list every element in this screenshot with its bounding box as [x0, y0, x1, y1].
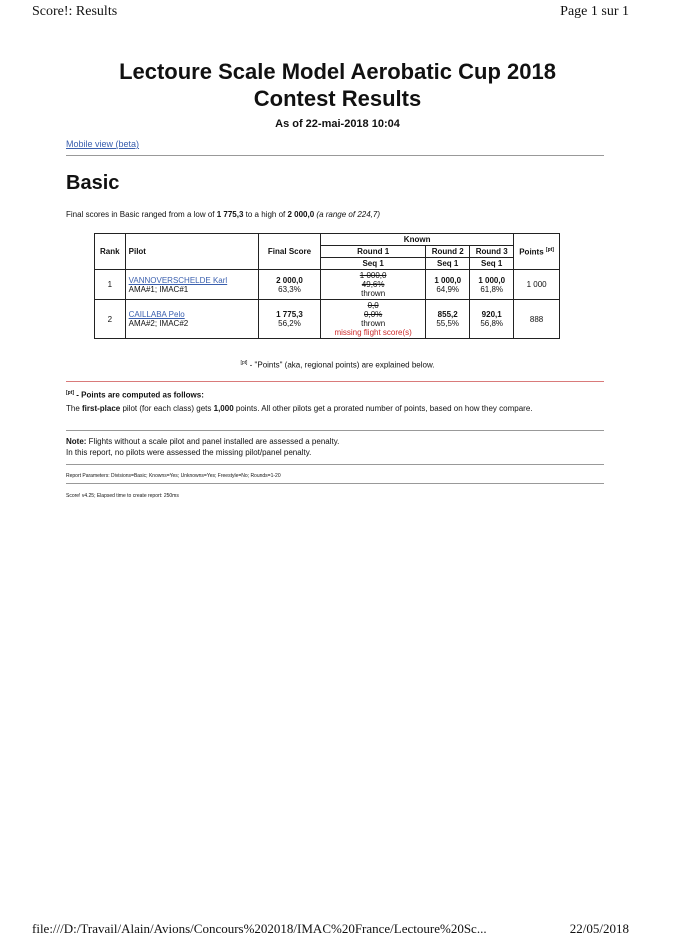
- table-row: [95, 270, 560, 300]
- round-2-pct: 64,9%: [436, 284, 460, 294]
- section-title: Basic: [66, 172, 120, 194]
- table-row: [95, 300, 560, 339]
- as-of-date: As of 22-mai-2018 10:04: [275, 118, 400, 130]
- pilot-ids: AMA#1; IMAC#1: [128, 284, 189, 294]
- divider: [66, 483, 604, 484]
- points-text-pre: The: [66, 404, 83, 413]
- header-round-3: Round 3: [470, 246, 514, 258]
- points-explanation-title: [66, 390, 204, 400]
- round-1-note: thrown: [361, 319, 386, 328]
- points-value: 1,000: [213, 404, 234, 413]
- points-text-post: points. All other pilots get a prorated number of points, based on how they compare.: [233, 404, 533, 413]
- round-1-warning: missing flight score(s): [334, 328, 412, 337]
- header-seq-2: Seq 1: [426, 258, 470, 270]
- round-3-pct: 61,8%: [480, 284, 504, 294]
- round-1-cell: [321, 270, 426, 300]
- round-1-cell: [321, 300, 426, 339]
- points-cell: 1 000: [514, 270, 560, 300]
- final-pct: 56,2%: [278, 319, 301, 328]
- round-1-pct: 49,6%: [361, 280, 385, 289]
- note-line-2: In this report, no pilots were assessed the missing pilot/panel penalty.: [66, 448, 312, 457]
- points-text-mid: pilot (for each class) gets: [120, 404, 214, 413]
- header-points-sup: [pt]: [545, 246, 554, 253]
- header-points: [514, 234, 560, 270]
- divider: [66, 430, 604, 431]
- print-footer-date: 22/05/2018: [569, 921, 629, 936]
- final-pct: 63,3%: [278, 284, 301, 294]
- title-line-2: Contest Results: [253, 86, 422, 111]
- summary-high: 2 000,0: [287, 210, 315, 219]
- report-parameters: Report Parameters: Divisions=Basic; Knowns=Yes; Unknowns=Yes; Freestyle=No; Rounds=1-20: [66, 473, 281, 479]
- points-title-text: - Points are computed as follows:: [74, 390, 204, 400]
- round-1-score: 0,0: [367, 301, 379, 310]
- pilot-ids: AMA#2; IMAC#2: [128, 319, 189, 328]
- round-3-score: 1 000,0: [478, 275, 506, 285]
- pilot-cell: [125, 270, 258, 300]
- rank-cell: 1: [95, 270, 126, 300]
- round-1-score: 1 000,0: [359, 271, 387, 280]
- round-2-cell: [426, 270, 470, 300]
- round-3-score: 920,1: [481, 310, 502, 319]
- final-score: 1 775,3: [276, 310, 303, 319]
- round-3-cell: [470, 270, 514, 300]
- final-score: 2 000,0: [276, 275, 303, 285]
- round-2-pct: 55,5%: [436, 319, 460, 328]
- footnote-text: - "Points" (aka, regional points) are explained below.: [247, 360, 435, 370]
- print-footer-url: file:///D:/Travail/Alain/Avions/Concours%202018/IMAC%20France/Lectoure%20Sc...: [32, 921, 487, 936]
- header-points-label: Points: [519, 247, 544, 257]
- points-cell: 888: [514, 300, 560, 339]
- header-pilot: Pilot: [125, 234, 258, 270]
- score-summary: [66, 210, 380, 219]
- page-title: [0, 58, 675, 112]
- points-explanation-text: [66, 403, 586, 414]
- points-footnote: [0, 360, 675, 370]
- final-score-cell: [258, 300, 320, 339]
- round-1-pct: 0,0%: [364, 310, 383, 319]
- summary-range: (a range of 224,7): [316, 210, 381, 219]
- print-header-page: Page 1 sur 1: [560, 4, 629, 19]
- round-3-pct: 56,8%: [480, 319, 504, 328]
- header-round-2: Round 2: [426, 246, 470, 258]
- round-2-score: 855,2: [437, 310, 458, 319]
- pilot-cell: [125, 300, 258, 339]
- round-3-cell: [470, 300, 514, 339]
- mobile-view-link[interactable]: Mobile view (beta): [66, 139, 140, 149]
- round-2-score: 1 000,0: [434, 275, 462, 285]
- summary-middle: to a high of: [243, 210, 288, 219]
- footnote-sup: [pt]: [240, 360, 248, 366]
- divider: [66, 464, 604, 465]
- elapsed-time: Score! v4.25; Elapsed time to create report: 250ms: [66, 493, 179, 499]
- header-seq-3: Seq 1: [470, 258, 514, 270]
- header-final-score: Final Score: [258, 234, 320, 270]
- penalty-note: [66, 436, 586, 458]
- print-header-title: Score!: Results: [32, 4, 118, 19]
- points-first-place: first-place: [82, 404, 121, 413]
- header-known: Known: [321, 234, 514, 246]
- note-line-1: Flights without a scale pilot and panel installed are assessed a penalty.: [86, 437, 340, 446]
- points-title-sup: [pt]: [66, 390, 75, 396]
- round-1-note: thrown: [361, 289, 386, 298]
- header-seq-1: Seq 1: [321, 258, 426, 270]
- header-round-1: Round 1: [321, 246, 426, 258]
- summary-low: 1 775,3: [216, 210, 244, 219]
- divider: [66, 381, 604, 382]
- summary-prefix: Final scores in Basic ranged from a low of: [66, 210, 217, 219]
- pilot-name-link[interactable]: VANNOVERSCHELDE Karl: [128, 275, 228, 285]
- rank-cell: 2: [95, 300, 126, 339]
- final-score-cell: [258, 270, 320, 300]
- title-line-1: Lectoure Scale Model Aerobatic Cup 2018: [119, 59, 556, 84]
- divider: [66, 155, 604, 156]
- results-table: [94, 233, 560, 339]
- note-label: Note:: [66, 437, 87, 446]
- header-rank: Rank: [95, 234, 126, 270]
- round-2-cell: [426, 300, 470, 339]
- pilot-name-link[interactable]: CAILLABA Pelo: [128, 310, 185, 319]
